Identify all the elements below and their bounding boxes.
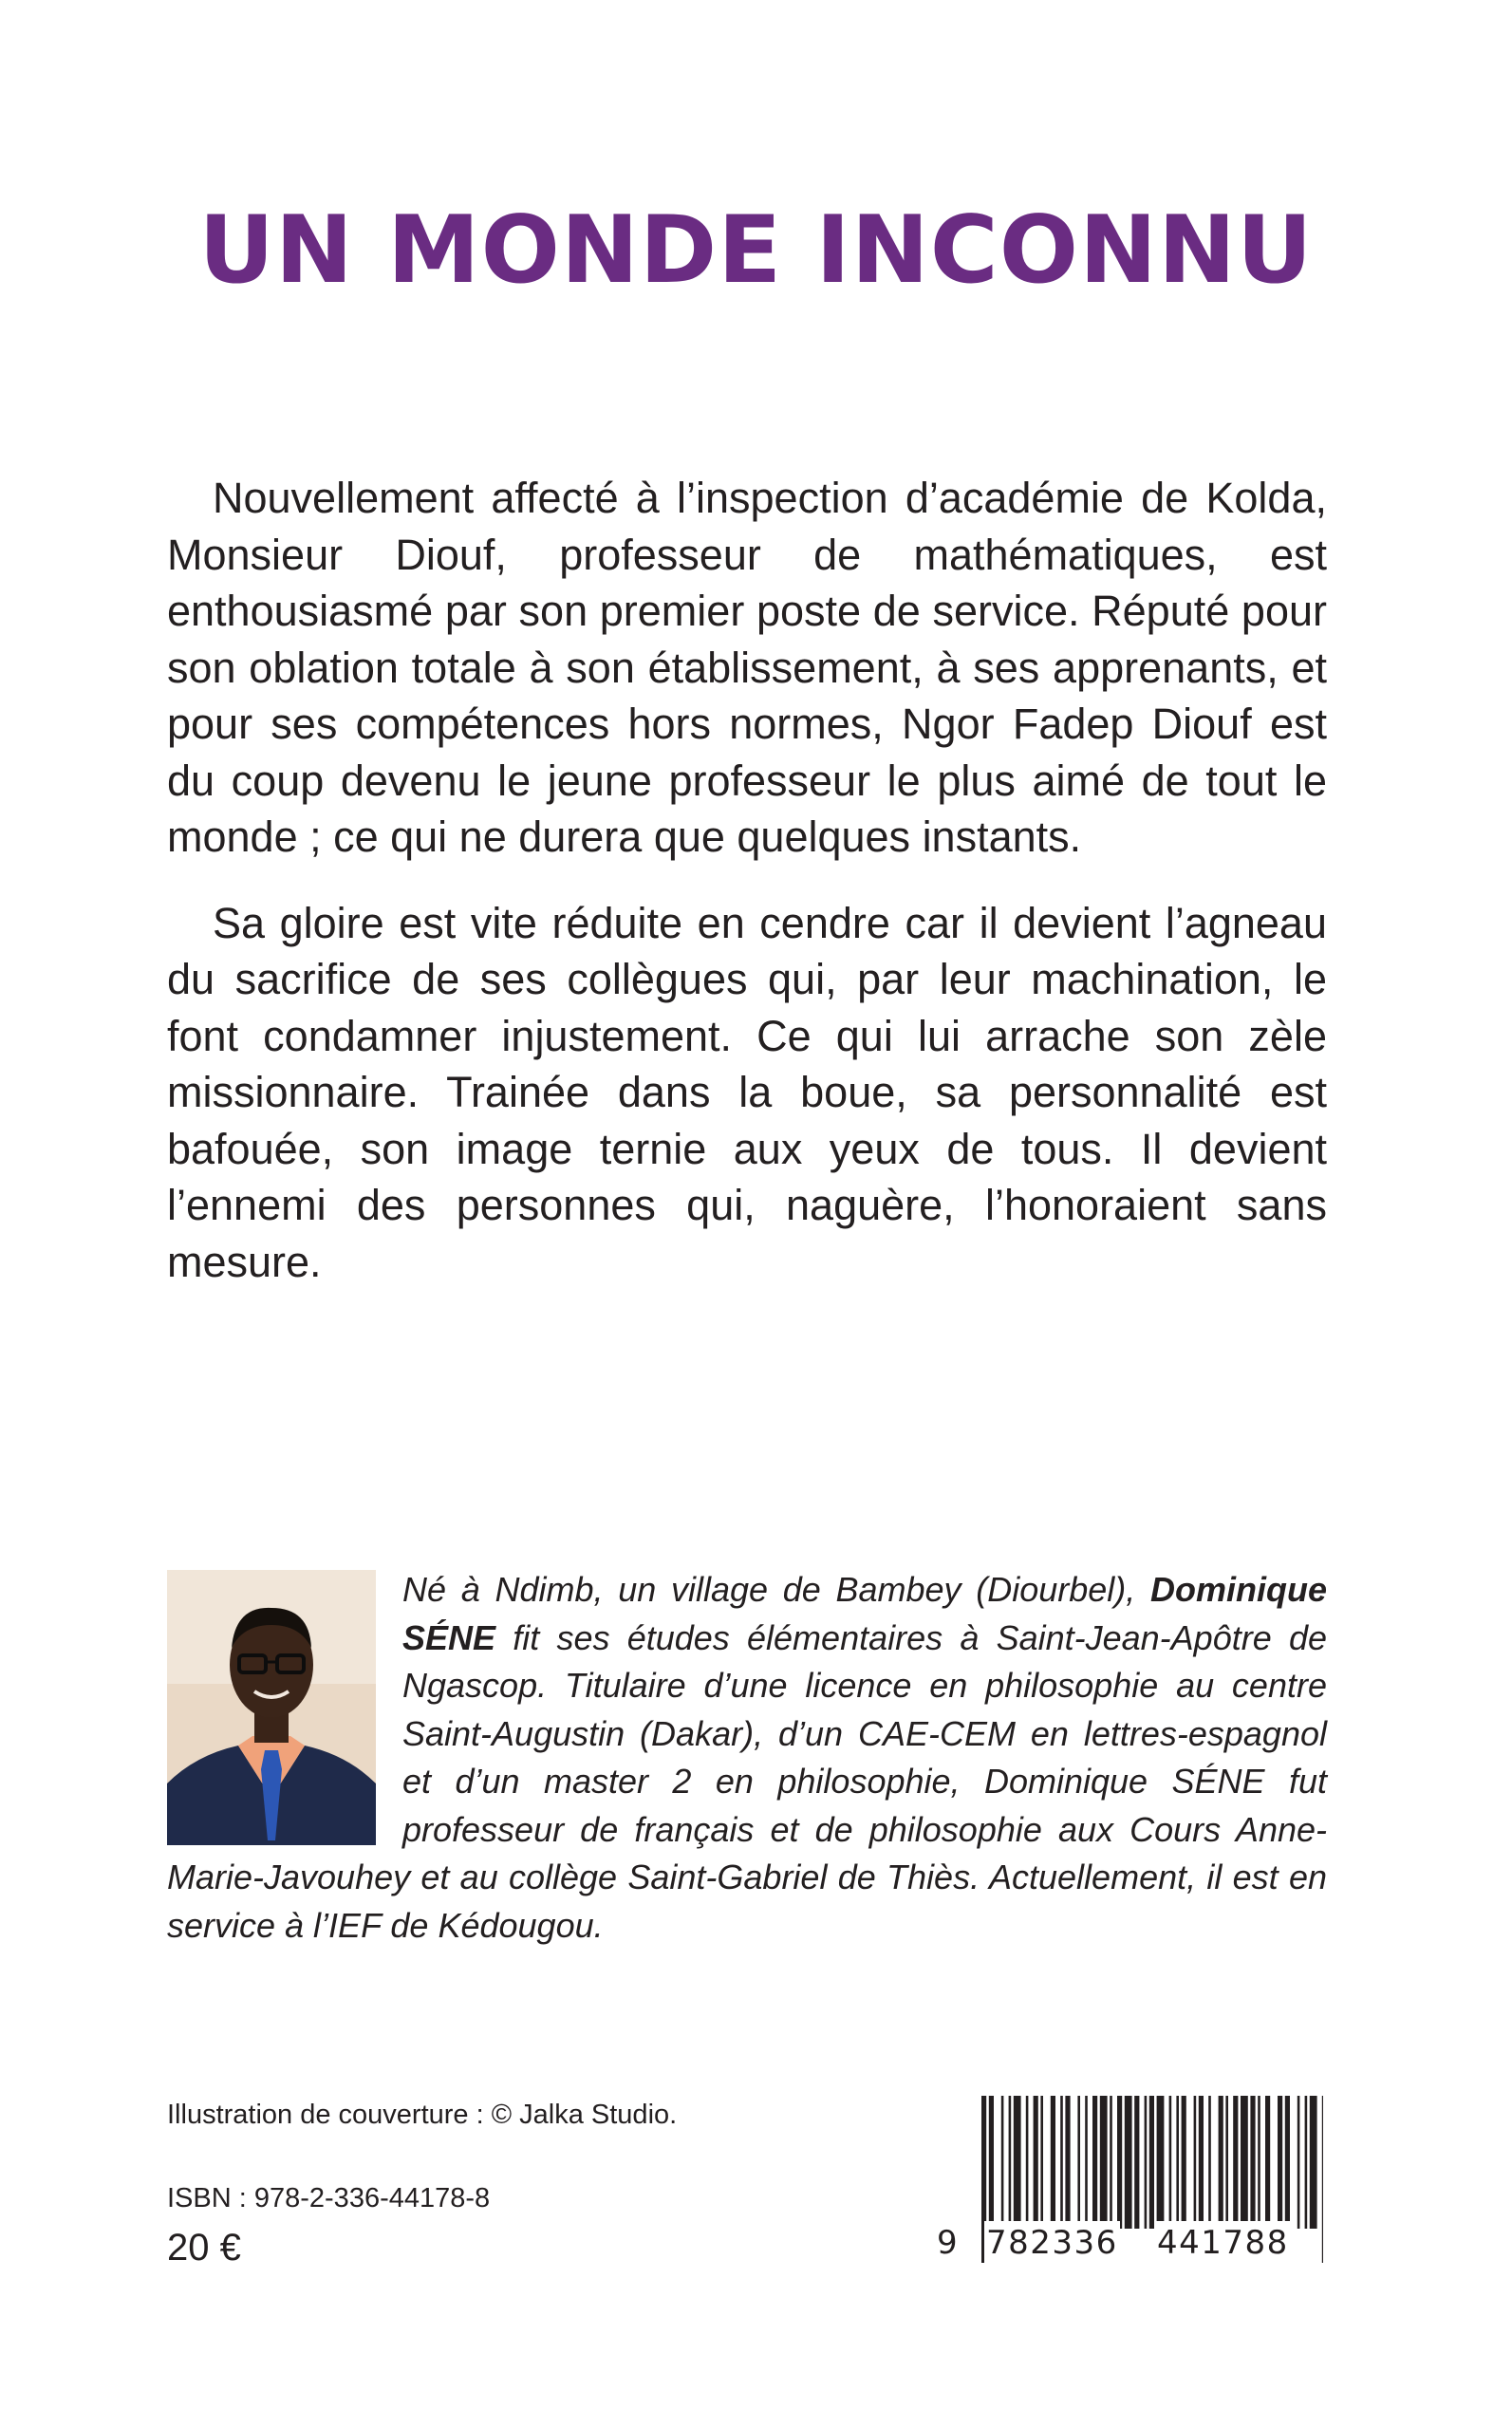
barcode-bar <box>1241 2096 1248 2229</box>
barcode-left-group: 782336 <box>984 2221 1120 2265</box>
barcode-bar <box>1051 2096 1055 2229</box>
barcode-bar <box>1297 2096 1300 2229</box>
barcode-bar <box>1134 2096 1139 2229</box>
barcode-bar <box>1285 2096 1290 2229</box>
barcode-bar <box>1182 2096 1186 2229</box>
author-photo <box>167 1570 376 1845</box>
author-name: Dominique SÉNE <box>402 1570 1327 1657</box>
barcode-bar <box>1157 2096 1165 2229</box>
barcode-bar <box>1014 2096 1021 2229</box>
barcode-bar <box>1199 2096 1204 2229</box>
barcode-bar <box>1125 2096 1132 2229</box>
barcode-bar <box>1060 2096 1063 2229</box>
barcode-bar <box>1194 2096 1197 2229</box>
barcode-bar <box>1034 2096 1038 2229</box>
barcode-bar <box>1117 2096 1122 2229</box>
barcode-bar <box>1310 2096 1317 2229</box>
barcode-bar <box>1092 2096 1097 2229</box>
price-label: 20 € <box>167 2227 241 2269</box>
barcode-bar <box>1145 2096 1148 2229</box>
barcode-bar <box>1065 2096 1070 2229</box>
barcode-bar <box>1009 2096 1012 2229</box>
blurb-paragraph-2: Sa gloire est vite réduite en cendre car il devient l’agneau du sacrifice de ses collègues qui, par leur machination, le font condamner injustement. Ce qui lui arrache son zèle missionnaire. Trainée dans la boue, sa personnalité est bafouée, son image ternie aux yeux de tous. Il devient l’ennemi des personnes qui, naguère, l’honoraient sans mesure. <box>167 898 1327 1286</box>
barcode-bar <box>1250 2096 1255 2229</box>
barcode-digits <box>935 2221 1334 2269</box>
barcode-bar <box>1100 2096 1108 2229</box>
barcode-bar <box>1208 2096 1211 2229</box>
barcode-bar <box>1026 2096 1029 2229</box>
barcode-bar <box>1225 2096 1228 2229</box>
barcode-bar <box>1258 2096 1260 2229</box>
barcode-bar <box>1001 2096 1004 2229</box>
barcode-right-group: 441788 <box>1155 2221 1291 2265</box>
barcode-bar <box>1149 2096 1154 2229</box>
barcode-bar <box>1169 2096 1172 2229</box>
barcode-bar <box>1265 2096 1270 2229</box>
blurb-paragraph-1: Nouvellement affecté à l’inspection d’académie de Kolda, Monsieur Diouf, professeur de mathématiques, est enthousiasmé par son premier poste de service. Réputé pour son oblation totale à son établissement, à ses apprenants, et pour ses compétences hors normes, Ngor Fadep Diouf est du coup devenu le jeune professeur le plus aimé de tout le monde ; ce qui ne durera que quelques instants. <box>167 474 1327 861</box>
book-title: UN MONDE INCONNU <box>198 196 1314 305</box>
back-cover-blurb <box>167 470 1327 1319</box>
barcode-bar <box>1110 2096 1112 2229</box>
author-bio <box>167 1566 1327 1950</box>
barcode-bar <box>1305 2096 1308 2229</box>
barcode-bar <box>1077 2096 1080 2229</box>
barcode-bar <box>1233 2096 1238 2229</box>
barcode-bar <box>1278 2096 1282 2229</box>
bio-text-before: Né à Ndimb, un village de Bambey (Diourbel), <box>402 1570 1150 1609</box>
barcode-bar <box>1085 2096 1088 2229</box>
cover-illustration-credit: Illustration de couverture : © Jalka Studio. <box>167 2100 678 2130</box>
barcode-lead-digit: 9 <box>935 2221 961 2265</box>
isbn-number: ISBN : 978-2-336-44178-8 <box>167 2183 491 2213</box>
bio-text-after: fit ses études élémentaires à Saint-Jean-Apôtre de Ngascop. Titulaire d’une licence en philosophie au centre Saint-Augustin (Dakar), d’un CAE-CEM en lettres-espagnol et d’un master 2 en philosophie, Dominique SÉNE fut professeur de français et de philosophie aux Cours Anne-Marie-Javouhey et au collège Saint-Gabriel de Thiès. Actuellement, il est en service à l’IEF de Kédougou. <box>167 1617 1327 1945</box>
barcode-bar <box>1040 2096 1043 2229</box>
barcode-bar <box>1176 2096 1179 2229</box>
